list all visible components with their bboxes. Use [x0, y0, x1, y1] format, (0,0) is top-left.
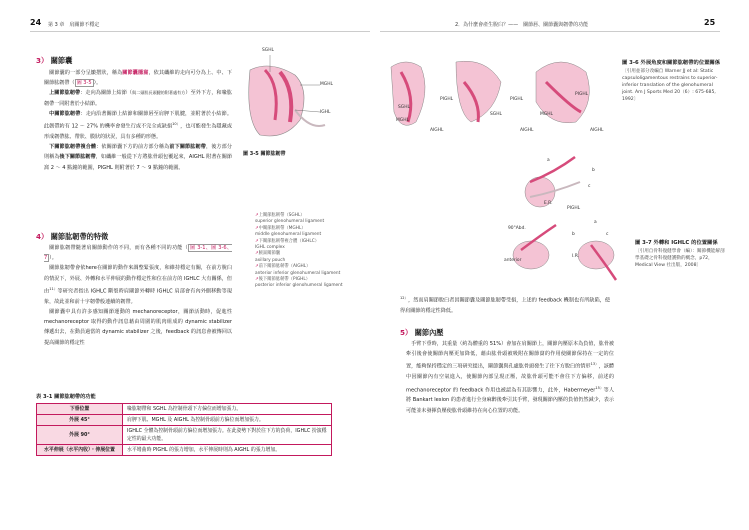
text: ：依關節囊下方的前方部分稱為	[96, 144, 170, 151]
legend-en: middle glenohumeral ligament	[255, 232, 322, 238]
legend-item: ↗上關節肱韌帶（SGHL） superior glenohumeral ligament	[255, 213, 325, 225]
paragraph-4-3	[44, 307, 232, 348]
fig36-label: SGHL	[490, 112, 502, 117]
section-5-number: 5）	[400, 328, 413, 337]
legend-abbr: 後下關節肱韌帶（PIGHL）	[258, 277, 311, 283]
text: ）。	[93, 80, 102, 87]
text: ）至外下方，和喙肱韌帶一同附著於小結節。	[44, 90, 232, 107]
fig37-label: a	[547, 158, 550, 163]
citation: 11）	[49, 286, 58, 291]
legend-en: IGHL complex	[255, 245, 285, 251]
section-5-heading	[400, 328, 443, 338]
paragraph-3-3	[44, 109, 232, 142]
fig37-label: b	[572, 232, 575, 237]
section-3-body	[44, 68, 232, 173]
section-3-title: 關節囊	[50, 56, 73, 65]
left-chapter-title: 第 3 章 肩關節不穩定	[48, 22, 100, 28]
section-4-body	[44, 243, 232, 348]
section-3-number: 3）	[36, 56, 49, 65]
text: ，該體中因關節內有空氣進入，使關節內部呈現正壓，故肱骨頭可能不會往下方偏移，前述的 mechanoreceptor 的 feedback 作用也被認為有其影響力，此外，Habermeyer	[406, 364, 614, 394]
fig37-label: a	[594, 220, 597, 225]
figure-3-7-title: 圖 3-7 外轉和 IGHLC 的位置關係	[635, 240, 718, 246]
fig35-label-sghl: SGHL	[262, 48, 274, 53]
legend-en: superior glenohumeral ligament	[255, 219, 325, 225]
table-3-1	[36, 403, 332, 456]
legend-item: ↗前下關節肱韌帶（AIGHL） anterior inferior glenohumeral ligament	[255, 264, 341, 276]
external-rotation-drawing	[500, 152, 600, 217]
figure-ref[interactable]: 圖 3-5	[76, 80, 92, 87]
table-cell-position: 下垂位置	[37, 404, 123, 415]
paragraph-4-2	[44, 263, 232, 307]
fig36-label: PIGHL	[575, 92, 589, 97]
fig35-label-mghl: MGHL	[320, 82, 333, 87]
continuation-paragraph	[400, 293, 610, 316]
text-small: 與二頭肌長頭腱的附著處有方	[132, 90, 186, 96]
fig36-label: AIGHL	[430, 128, 444, 133]
table-row	[37, 404, 332, 415]
right-header-rule	[380, 31, 720, 32]
table-cell-description: 肩胛下肌、MGHL 及 AIGHL 為控制骨頭前方偏位而增加張力。	[123, 415, 332, 426]
citation: 15）	[595, 385, 604, 390]
section-5-body	[406, 339, 614, 416]
legend-en: axillary pouch	[255, 257, 286, 263]
legend-abbr: 前下關節肱韌帶（AIGHL）	[258, 264, 311, 270]
figure-3-5-caption: 圖 3-5 關節肱韌帶	[243, 151, 286, 157]
fig37-label: c	[606, 232, 609, 237]
fig37-label: c	[588, 184, 591, 189]
fig36-label: PIGHL	[440, 97, 454, 102]
fig37-label: anterior	[504, 258, 522, 263]
section-4-number: 4）	[36, 232, 49, 241]
table-row	[37, 445, 332, 456]
text: 行或不完全或缺損	[130, 123, 173, 130]
right-page-number: 25	[704, 18, 716, 27]
text: 等人將 Bankart lesion 的患者進行全身麻醉後牽引其手臂，發現關節內壓的負值仍然減少，表示可能並未發揮負壓使肱骨頭維持在向心位置的功能。	[406, 387, 614, 414]
section-4-title: 關節肱韌帶的特徵	[50, 232, 109, 241]
table-row	[37, 415, 332, 426]
shoulder-joint-drawing	[240, 50, 350, 150]
text: ，後方部分則稱為	[44, 144, 232, 161]
text: 關節囊的一部分呈皺摺狀，稱為	[49, 70, 123, 76]
paragraph-5-1	[406, 339, 614, 416]
legend-en: anterior inferior glenohumeral ligament	[255, 270, 341, 276]
figure-ref[interactable]: 圖 3-1、圖 3-6、7	[44, 245, 232, 262]
fig36-label: SGHL	[398, 105, 410, 110]
abduction-angle-drawing	[386, 52, 604, 144]
text: 關節肱韌帶會依here在關節的動作來調整緊張度，和維持穩定有關，在前方脫臼的情況下，外展、外轉和水平伸展的動作穩定性和位在前方的 IGHLC 大有關係，但由	[44, 265, 232, 295]
text: 關節囊中具有許多感知關節運動的 mechanoreceptor，關節活動時，促進性 mechanoreceptor 取得的動作訊息藉由周圍的肌肉組成的 dynamic stabilizer 傳遞出去，在動員過當的 dynamic stabilizer 之後，feedback 的訊息會被傳回以提高關節的穩定性	[44, 308, 232, 346]
legend-abbr: 腋窩關節囊	[258, 251, 281, 257]
figure-3-5-illustration	[240, 50, 350, 150]
figure-3-7-top-illustration	[500, 152, 600, 217]
legend-abbr: 中關節肱韌帶（MGHL）	[258, 225, 306, 231]
left-page-number: 24	[30, 18, 42, 27]
paragraph-3-2	[44, 88, 232, 108]
term: 下關節肱韌帶複合體	[49, 144, 97, 151]
fig35-label-ighl: IGHL	[320, 110, 331, 115]
legend-item: ↗後下關節肱韌帶（PIGHL） posterior inferior glenohumeral ligament	[255, 277, 343, 289]
text: ：走向沿著關節上結節和關節唇至肩胛下肌腱，並附著於小結節。此韌帶約有 12 ～ 27% 的機率會發生	[44, 110, 232, 130]
section-5-title: 關節內壓	[414, 328, 444, 337]
legend-item: ↗下關節肱韌帶複合體（IGHLC） IGHL complex	[255, 238, 320, 251]
paragraph-3-1	[44, 68, 232, 88]
legend-item: ↗中關節肱韌帶（MGHL） middle glenohumeral ligament	[255, 225, 322, 238]
figure-3-7-caption	[635, 240, 725, 269]
table-cell-position: 外展 45°	[37, 415, 123, 426]
figure-3-6-illustration	[386, 52, 604, 144]
fig37-label: E.R.	[544, 201, 553, 206]
citation: 13）	[590, 362, 599, 367]
paragraph-3-4	[44, 142, 232, 173]
table-cell-description: IGHLC 全體為控制骨頭前方偏位而增加張力。在此姿勢下對於往下方的負荷，IGHLC 扮演穩定性的最大功能。	[123, 426, 332, 445]
text: ：走向為關節上結節（	[80, 90, 133, 97]
term: 關節囊隱窩	[122, 70, 149, 76]
fig37-label: I.R.	[572, 254, 579, 259]
fig36-label: MGHL	[540, 112, 553, 117]
citation: 10）	[172, 122, 181, 127]
text: ，然而肩關節脫臼者因關節囊及關節肱韌帶受損，上述的 feedback 機制也有所缺陷，使得肩關節的穩定性降低。	[400, 297, 610, 314]
figure-3-7-source: 〔引用自骨科復健學會（編）：關節機能解剖學基礎之骨科復健護動的概念，p72，Medical View 社出版，2008〕	[635, 248, 725, 268]
fig36-label: AIGHL	[590, 128, 604, 133]
text: 關節肱韌帶隨著肩關節動作的不同，而有各種不同的功能（	[49, 245, 188, 251]
fig37-label: 90°Abd.	[508, 226, 526, 231]
text: ，如纖維一般從下方將肱骨頭包覆起來，AIGHL 附著在關節窩 2 ～ 4 點鐘的範圍，PIGHL 則附著於 7 ～ 9 點鐘的範圍。	[44, 154, 232, 171]
table-cell-position: 水平伸展（水平內收）・伸展位置	[37, 445, 123, 456]
table-row	[37, 426, 332, 445]
legend-en: posterior inferior glenohumeral ligament	[255, 283, 343, 289]
right-section-title: 2．為什麼會產生脫臼？—— 關節唇、關節囊與韌帶的功能	[455, 22, 589, 28]
figure-3-6-title: 圖 3-6 外展角度和關節肱韌帶的位置關係	[622, 60, 721, 66]
citation: 12）	[400, 296, 409, 300]
function-table	[36, 403, 332, 456]
text: ）。	[49, 255, 57, 262]
fig36-label: PIGHL	[510, 97, 524, 102]
fig36-label: MGHL	[396, 118, 409, 123]
text: 等研究者指出 IGHLC 斷裂時肩關節外轉時 IGHLC 肩部會有內外側移動等現象，故此並和前十字韌帶般連續的韌帶。	[44, 288, 232, 305]
left-header-rule	[30, 31, 370, 32]
text: ，也可能發生為隱藏或形成韌帶肱、帶狀、膜狀的狀況，具有多種的形態。	[44, 123, 232, 140]
legend-abbr: 下關節肱韌帶複合體（IGHLC）	[258, 238, 320, 244]
text: 手臂下垂時，其重量（約為體重的 51%）會加在肩關節上，關節內壓原本為負值，肱骨被牽引後會使關節內壓更加降低，藉由肱骨頭被吸附在關節窩的作用使關節保持在一定的位置，能夠保持穩定的三項研究提出，關節囊與孔處肱骨頭發生了往下方脫臼的情形	[406, 341, 614, 371]
figure-3-6-source: 〔引用並部分改編自 Warner JJ et al: Static capsuloligamentous restrains to superior-inferior translation of the glenohumeral joint. Am J Sports Med 20（6）: 675-685, 1992〕	[622, 68, 718, 102]
figure-3-5-legend	[255, 213, 365, 290]
term: 中關節肱韌帶	[49, 110, 81, 117]
term: 上關節肱韌帶	[49, 90, 81, 97]
legend-abbr: 上關節肱韌帶（SGHL）	[258, 213, 305, 218]
fig36-label: AIGHL	[520, 128, 534, 133]
figure-3-6-caption	[622, 60, 722, 103]
term: 前下關節肱韌帶	[169, 144, 206, 151]
paragraph-4-1	[44, 243, 232, 263]
text: ，依其纖維的走向可分為上、中、下關節肱韌帶（	[44, 70, 232, 87]
term: 後下關節肱韌帶	[59, 154, 96, 161]
table-cell-description: 水平彎曲時 PIGHL 的張力增加，水平伸展時則為 AIGHL 的張力增加。	[123, 445, 332, 456]
section-4-heading	[36, 232, 108, 242]
section-3-heading	[36, 56, 72, 66]
legend-item: ↗腋窩關節囊 axillary pouch	[255, 251, 286, 263]
fig37-label: b	[592, 168, 595, 173]
table-cell-description: 喙肱韌帶和 SGHL 為控制骨頭下方偏位而增加張力。	[123, 404, 332, 415]
fig37-label: PIGHL	[567, 206, 581, 211]
table-3-1-title: 表 3-1 關節肱韌帶的功能	[36, 394, 96, 400]
table-cell-position: 外展 90°	[37, 426, 123, 445]
